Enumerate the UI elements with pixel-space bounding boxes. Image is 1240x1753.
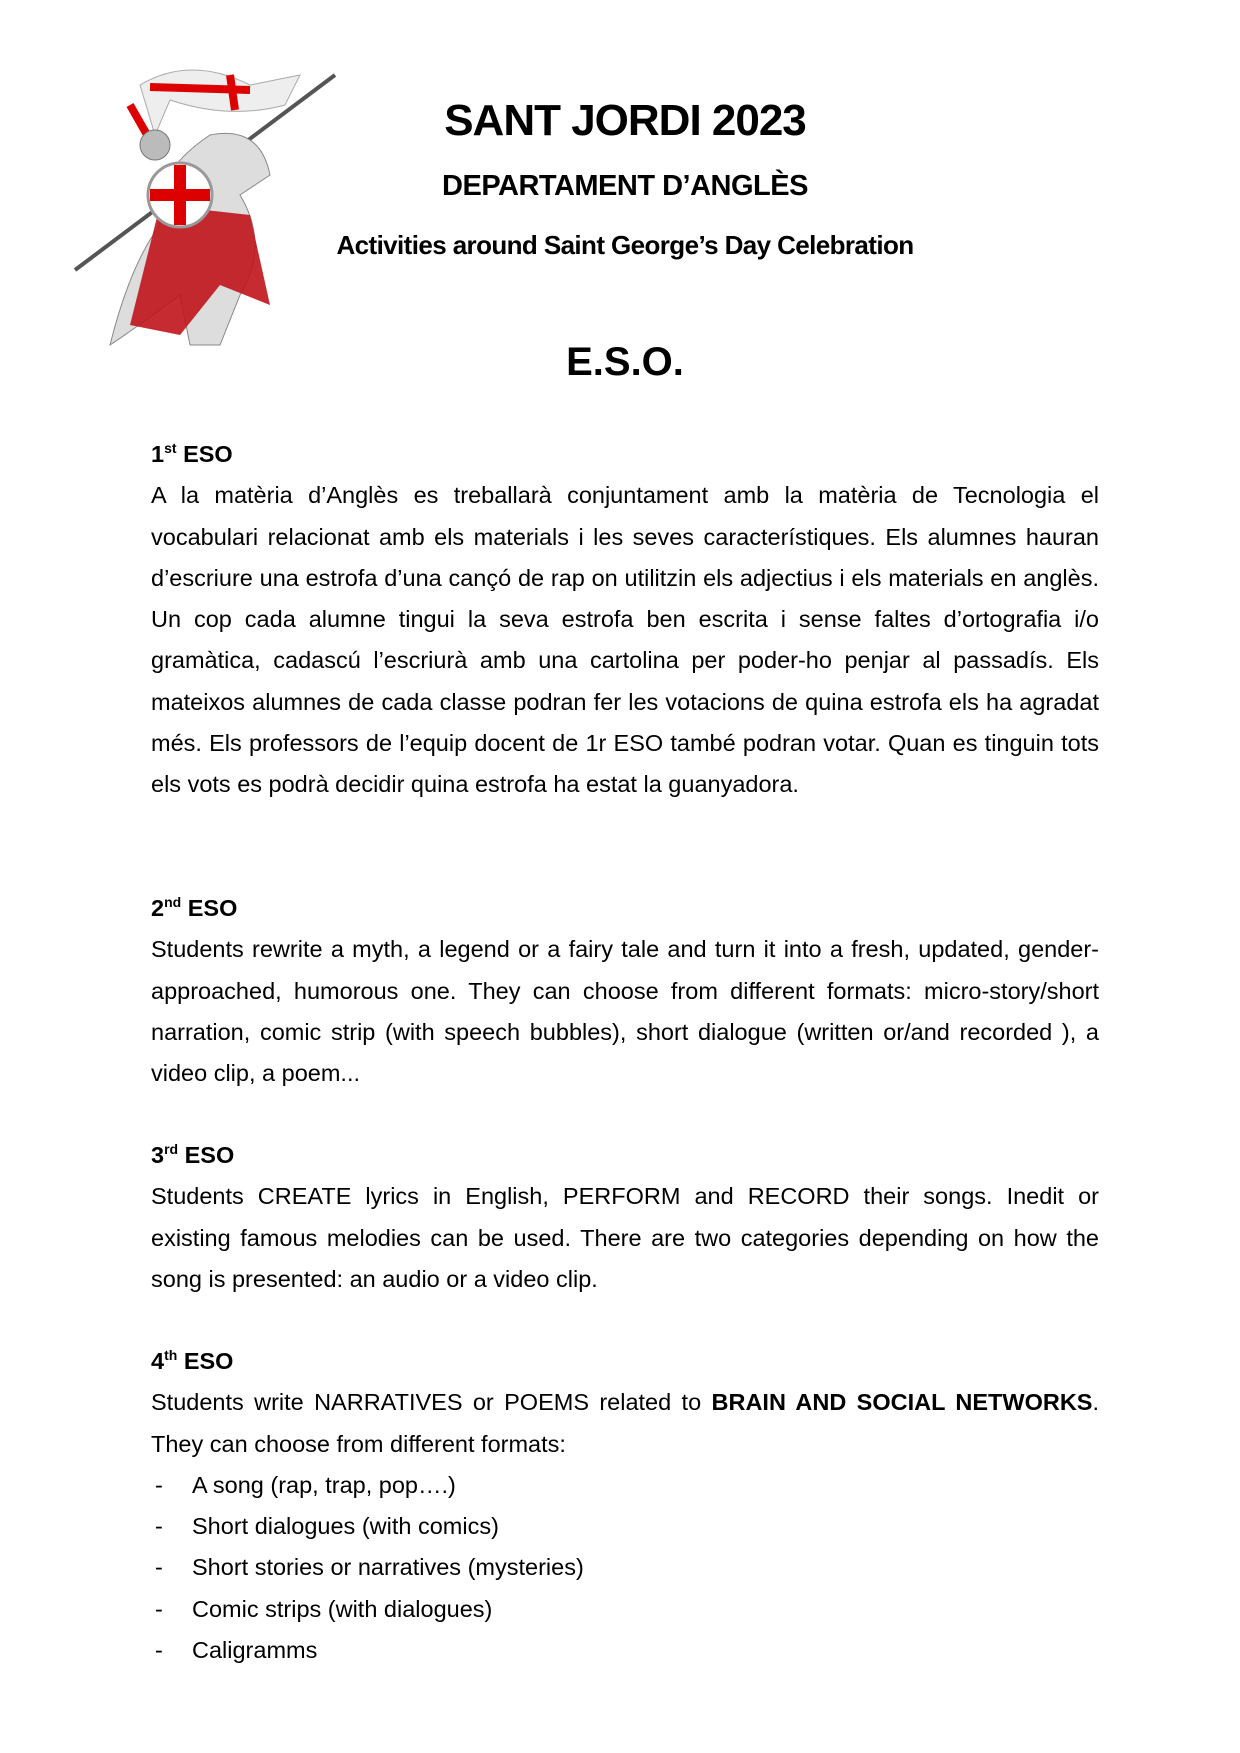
list-item: - Caligramms bbox=[155, 1637, 318, 1664]
section-heading: 1st ESO bbox=[151, 440, 233, 467]
page-title: SANT JORDI 2023 bbox=[444, 96, 806, 145]
section-1st-eso bbox=[151, 434, 1099, 806]
department-heading: DEPARTAMENT D’ANGLÈS bbox=[442, 170, 808, 202]
list-item: - Short stories or narratives (mysteries) bbox=[155, 1554, 584, 1581]
section-heading: 4th ESO bbox=[151, 1347, 234, 1374]
list-item: - Short dialogues (with comics) bbox=[155, 1513, 499, 1540]
section-2nd-eso bbox=[151, 888, 1099, 1094]
subtitle: Activities around Saint George’s Day Celebration bbox=[336, 230, 914, 260]
list-item: - A song (rap, trap, pop….) bbox=[155, 1471, 456, 1498]
level-heading: E.S.O. bbox=[566, 340, 684, 384]
list-item: - Comic strips (with dialogues) bbox=[155, 1595, 493, 1622]
section-text: A la matèria d’Anglès es treballarà conjuntament amb la matèria de Tecnologia el vocabulari relacionat amb els materials i les seves característiques. Els alumnes hauran d’escriure una estrofa d’una cançó de rap on utilitzin els adjectius i els materials en anglès. Un cop cada alumne tingui la seva estrofa ben escrita i sense faltes d’ortografia i/o gramàtica, cadascú l’escriurà amb una cartolina per poder-ho penjar al passadís. Els mateixos alumnes de cada classe podran fer les votacions de quina estrofa els ha agradat més. Els professors de l’equip docent de 1r ESO també podran votar. Quan es tinguin tots els vots es podrà decidir quina estrofa ha estat la guanyadora. bbox=[151, 482, 1099, 798]
section-text: Students CREATE lyrics in English, PERFORM and RECORD their songs. Inedit or existing famous melodies can be used. There are two categories depending on how the song is presented: an audio or a video clip. bbox=[151, 1183, 1099, 1292]
section-text: Students rewrite a myth, a legend or a fairy tale and turn it into a fresh, updated, gender-approached, humorous one. They can choose from different formats: micro-story/short narration, comic strip (with speech bubbles), short dialogue (written or/and recorded ), a video clip, a poem... bbox=[151, 936, 1099, 1087]
section-3rd-eso bbox=[151, 1135, 1099, 1300]
saint-george-logo-icon bbox=[70, 45, 360, 375]
section-heading: 2nd ESO bbox=[151, 894, 238, 921]
section-4th-eso bbox=[151, 1341, 1099, 1671]
section-heading: 3rd ESO bbox=[151, 1141, 235, 1168]
section-text: Students write NARRATIVES or POEMS related to BRAIN AND SOCIAL NETWORKS. They can choose from different formats: bbox=[151, 1389, 1099, 1457]
format-list bbox=[151, 1465, 1099, 1671]
